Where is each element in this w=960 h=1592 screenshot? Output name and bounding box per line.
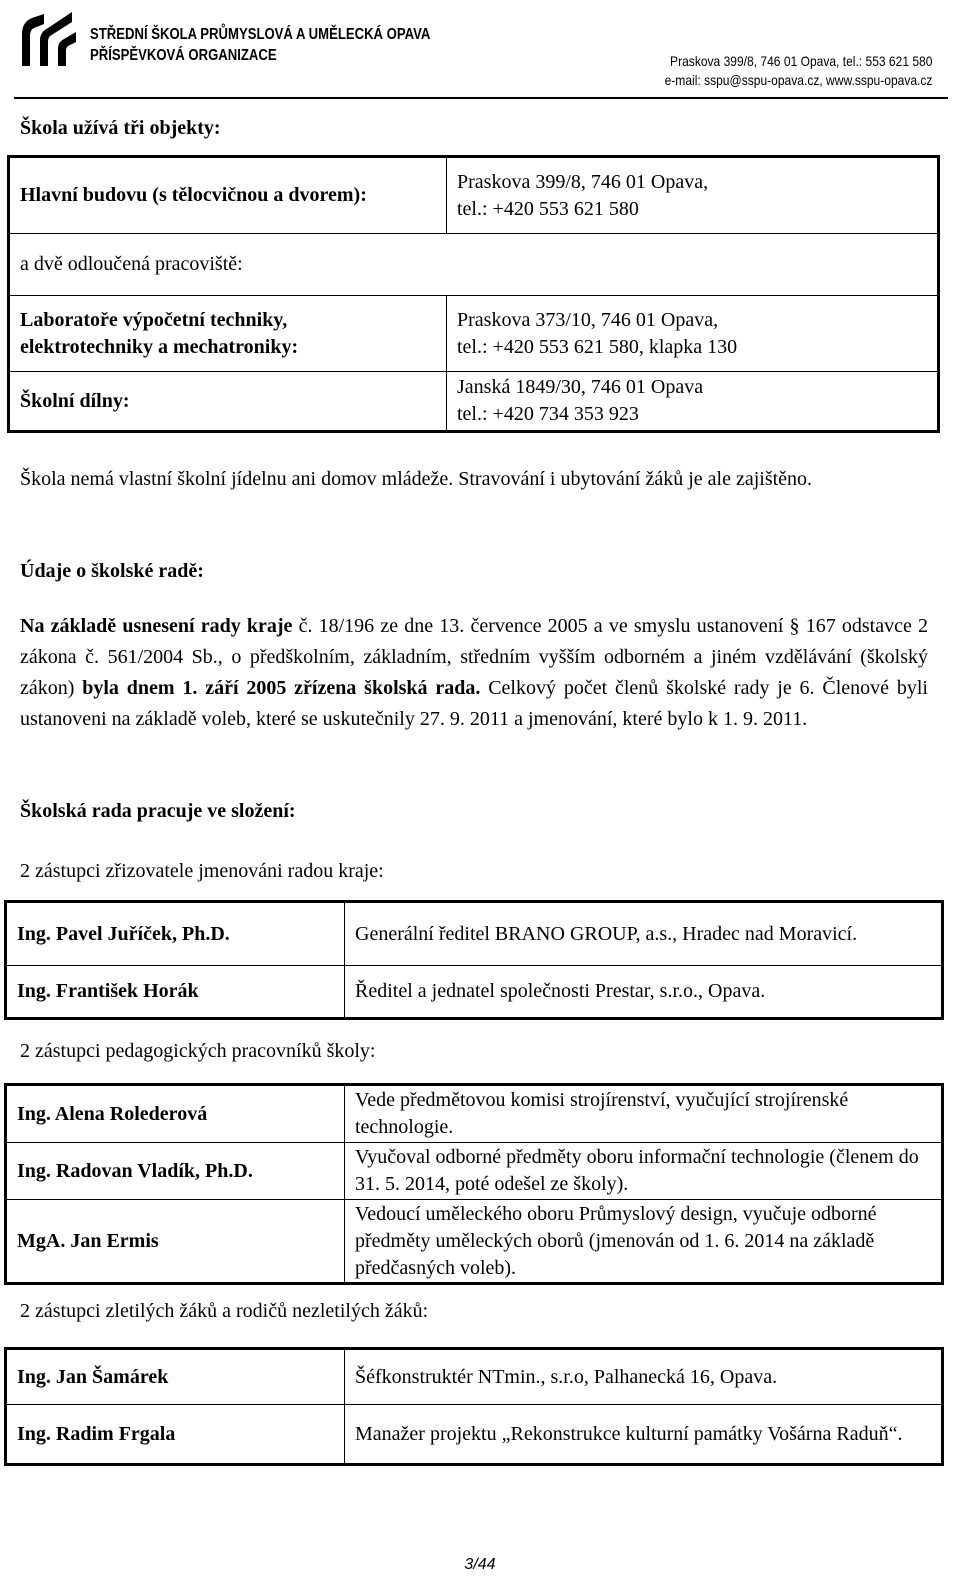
member-role: Šéfkonstruktér NTmin., s.r.o, Palhanecká 16, Opava. [345,1349,943,1405]
member-name: Ing. Alena Rolederová [6,1085,345,1143]
members-table [4,1083,944,1285]
group-title: 2 zástupci zletilých žáků a rodičů nezletilých žáků: [20,1300,429,1322]
workshop-contact: Janská 1849/30, 746 01 Opava tel.: +420 734 353 923 [447,372,939,432]
member-name: Ing. Pavel Juříček, Ph.D. [6,902,345,966]
board-heading: Údaje o školské radě: [20,560,204,582]
canteen-note: Škola nemá vlastní školní jídelnu ani domov mládeže. Stravování i ubytování žáků je ale zajištěno. [20,468,813,490]
member-role: Vede předmětovou komisi strojírenství, vyučující strojírenské technologie. [345,1085,943,1143]
school-objects-table [7,155,940,433]
lab-contact: Praskova 373/10, 746 01 Opava, tel.: +420 553 621 580, klapka 130 [447,296,939,372]
group-title: 2 zástupci zřizovatele jmenováni radou kraje: [20,860,384,882]
member-role: Vedoucí uměleckého oboru Průmyslový design, vyučuje odborné předměty uměleckých oborů (jmenován od 1. 6. 2014 na základě předčasných voleb). [345,1200,943,1284]
member-name: MgA. Jan Ermis [6,1200,345,1284]
lab-label: Laboratoře výpočetní techniky, elektrotechniky a mechatroniky: [9,296,447,372]
composition-heading: Školská rada pracuje ve složení: [20,800,296,822]
group-title: 2 zástupci pedagogických pracovníků školy: [20,1040,376,1062]
detached-heading: a dvě odloučená pracoviště: [9,234,939,296]
members-table [4,1347,944,1466]
members-table [4,900,944,1020]
member-role: Ředitel a jednatel společnosti Prestar, s.r.o., Opava. [345,966,943,1019]
school-logo [14,4,84,74]
member-name: Ing. Radovan Vladík, Ph.D. [6,1143,345,1200]
member-role: Vyučoval odborné předměty oboru informační technologie (členem do 31. 5. 2014, poté odešel ze školy). [345,1143,943,1200]
workshop-label: Školní dílny: [9,372,447,432]
member-name: Ing. Jan Šamárek [6,1349,345,1405]
school-name: STŘEDNÍ ŠKOLA PRŮMYSLOVÁ A UMĚLECKÁ OPAVA PŘÍSPĚVKOVÁ ORGANIZACE [90,26,431,64]
main-building-contact: Praskova 399/8, 746 01 Opava, tel.: +420 553 621 580 [447,157,939,234]
board-paragraph: Na základě usnesení rady kraje č. 18/196 ze dne 13. července 2005 a ve smyslu ustanovení § 167 odstavce 2 zákona č. 561/2004 Sb., o předškolním, základním, středním vyšším odborném a jiném vzdělávání (školský zákon) byla dnem 1. září 2005 zřízena školská rada. Celkový počet členů školské rady je 6. Členové byli ustanoveni na základě voleb, které se uskutečnily 27. 9. 2011 a jmenování, které bylo k 1. 9. 2011. [20,615,928,730]
member-role: Generální ředitel BRANO GROUP, a.s., Hradec nad Moravicí. [345,902,943,966]
objects-heading: Škola užívá tři objekty: [20,117,221,139]
header-divider [14,97,948,99]
member-name: Ing. Radim Frgala [6,1405,345,1465]
main-building-label: Hlavní budovu (s tělocvičnou a dvorem): [9,157,447,234]
page-number: 3/44 [464,1556,496,1573]
member-name: Ing. František Horák [6,966,345,1019]
member-role: Manažer projektu „Rekonstrukce kulturní památky Vošárna Raduň“. [345,1405,943,1465]
school-contact: Praskova 399/8, 746 01 Opava, tel.: 553 621 580 e-mail: sspu@sspu-opava.cz, www.sspu-opava.cz [664,53,932,88]
